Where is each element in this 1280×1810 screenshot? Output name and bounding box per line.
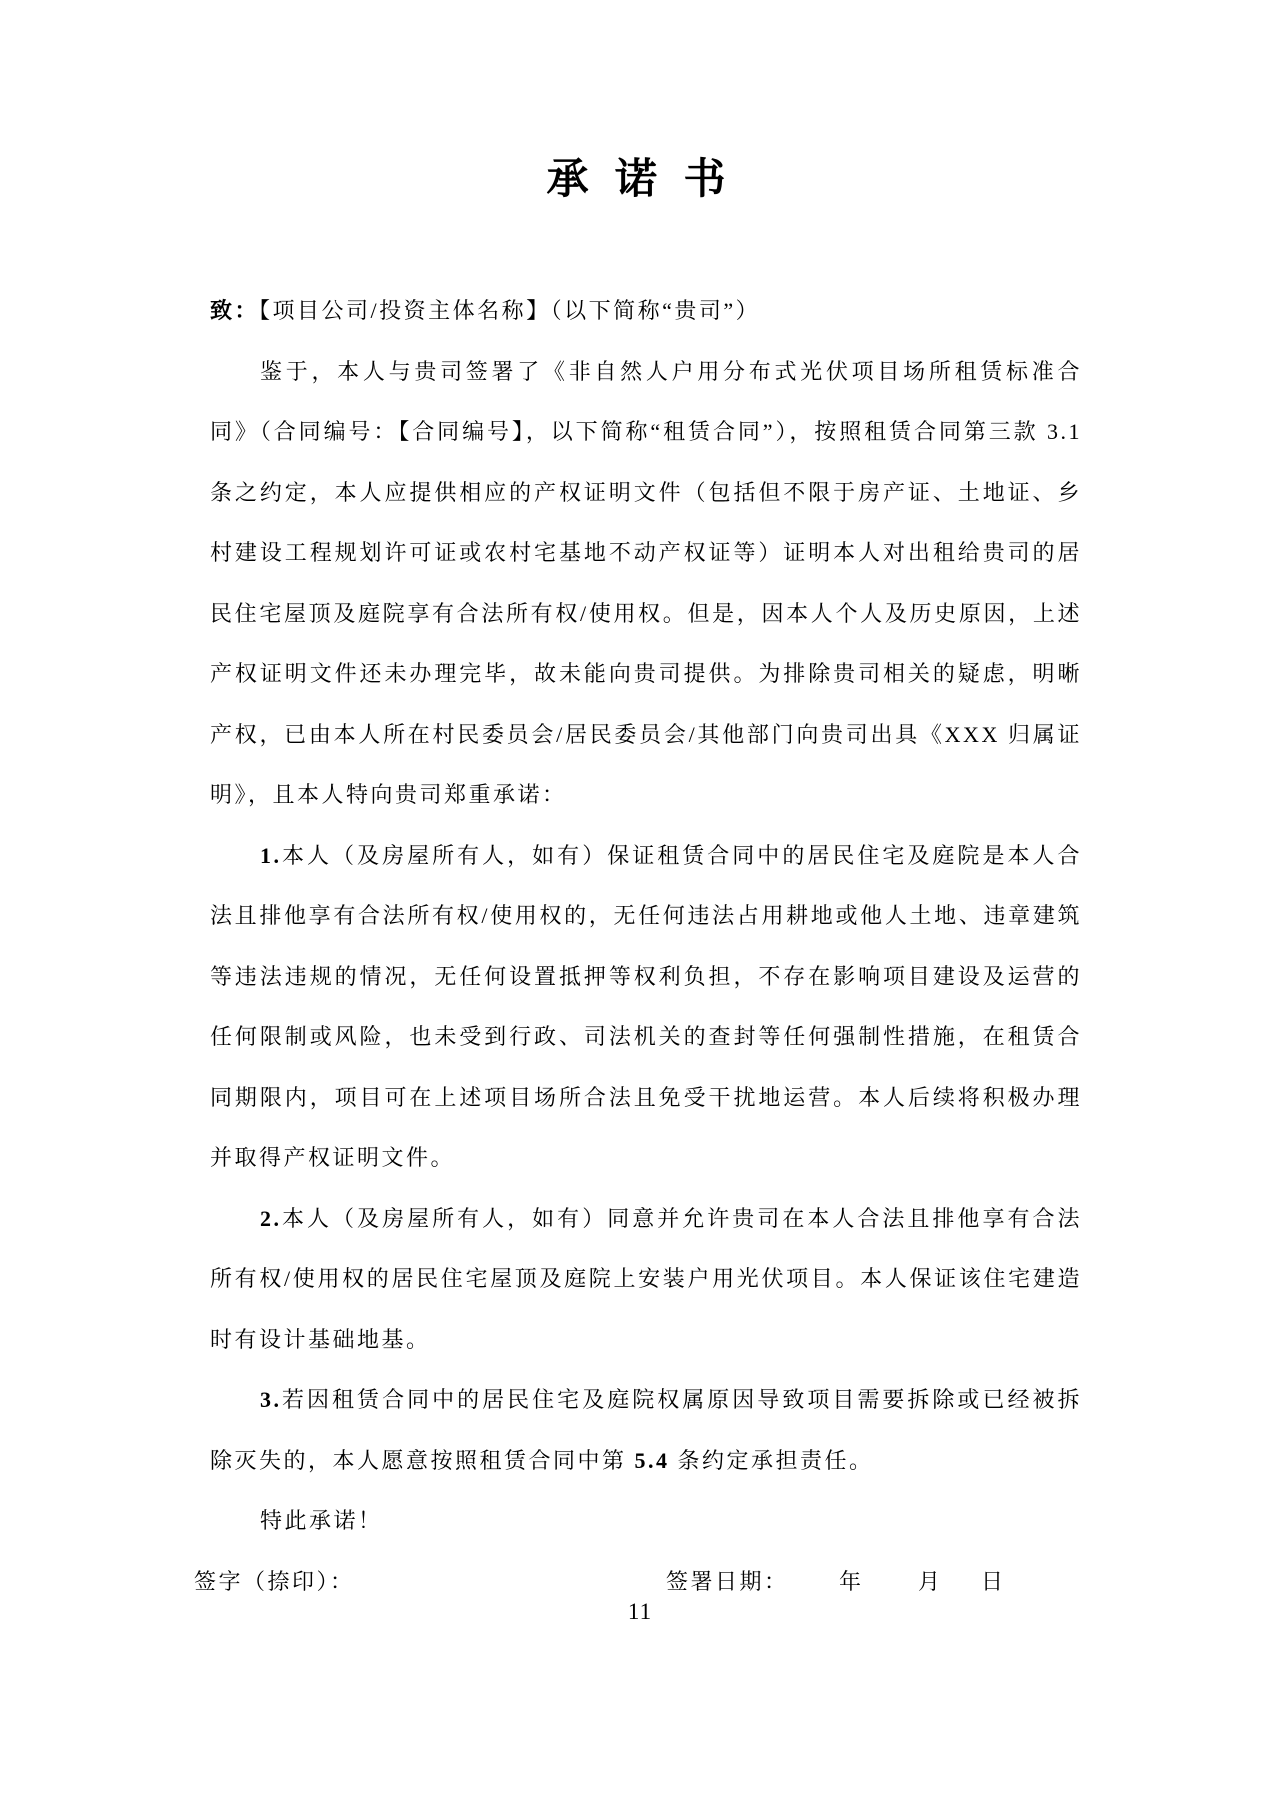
paragraph-text-bold: 2. <box>260 1205 282 1231</box>
paragraph-text: 本人（及房屋所有人，如有）同意并允许贵司在本人合法且排他享有合法所有权/使用权的居民住宅屋顶及庭院上安装户用光伏项目。本人保证该住宅建造时有设计基础地基。 <box>210 1205 1082 1352</box>
paragraph <box>210 1491 1082 1552</box>
paragraph-text-bold: 5.4 <box>634 1447 670 1473</box>
paragraph-text: 条约定承担责任。 <box>669 1447 874 1473</box>
paragraph-text: 若因租赁合同中的居民住宅及庭院权属原因导致项目需要拆除或已经被拆除灭失的，本人愿意按照租赁合同中第 <box>210 1387 1082 1473</box>
paragraph-text: 特此承诺！ <box>260 1508 383 1533</box>
document-body <box>210 281 1082 1552</box>
paragraph-text: 鉴于，本人与贵司签署了《非自然人户用分布式光伏项目场所租赁标准合同》（合同编号：【合同编号】，以下简称“租赁合同”），按照租赁合同第三款 3.1 条之约定，本人应提供相应的产权证明文件（包括但不限于房产证、土地证、乡村建设工程规划许可证或农村宅基地不动产权证等）证明本人对出租给贵司的居民住宅屋顶及庭院享有合法所有权/使用权。但是，因本人个人及历史原因，上述产权证明文件还未办理完毕，故未能向贵司提供。为排除贵司相关的疑虑，明晰产权，已由本人所在村民委员会/居民委员会/其他部门向贵司出具《XXX 归属证明》，且本人特向贵司郑重承诺： <box>210 358 1082 807</box>
month-label: 月 <box>918 1569 943 1594</box>
paragraph-text-bold: 致： <box>210 298 260 323</box>
day-label: 日 <box>981 1569 1006 1594</box>
paragraph <box>210 281 1082 342</box>
paragraph <box>210 1189 1082 1371</box>
paragraph <box>210 342 1082 826</box>
page-number: 11 <box>627 1599 653 1624</box>
document-title: 承 诺 书 <box>546 157 734 203</box>
paragraph-text-bold: 1. <box>260 842 282 868</box>
paragraph <box>210 1370 1082 1491</box>
signature-label: 签字（捺印）： <box>194 1569 355 1594</box>
paragraph-text: 【项目公司/投资主体名称】（以下简称“贵司”） <box>259 298 761 323</box>
paragraph <box>210 826 1082 1189</box>
paragraph-text-bold: 3. <box>260 1387 282 1412</box>
sign-date-label: 签署日期： <box>666 1569 789 1594</box>
year-label: 年 <box>839 1569 864 1594</box>
paragraph-text: 本人（及房屋所有人，如有）保证租赁合同中的居民住宅及庭院是本人合法且排他享有合法所有权/使用权的，无任何违法占用耕地或他人土地、违章建筑等违法违规的情况，无任何设置抵押等权利负担，不存在影响项目建设及运营的任何限制或风险，也未受到行政、司法机关的查封等任何强制性措施，在租赁合同期限内，项目可在上述项目场所合法且免受干扰地运营。本人后续将积极办理并取得产权证明文件。 <box>210 842 1082 1170</box>
